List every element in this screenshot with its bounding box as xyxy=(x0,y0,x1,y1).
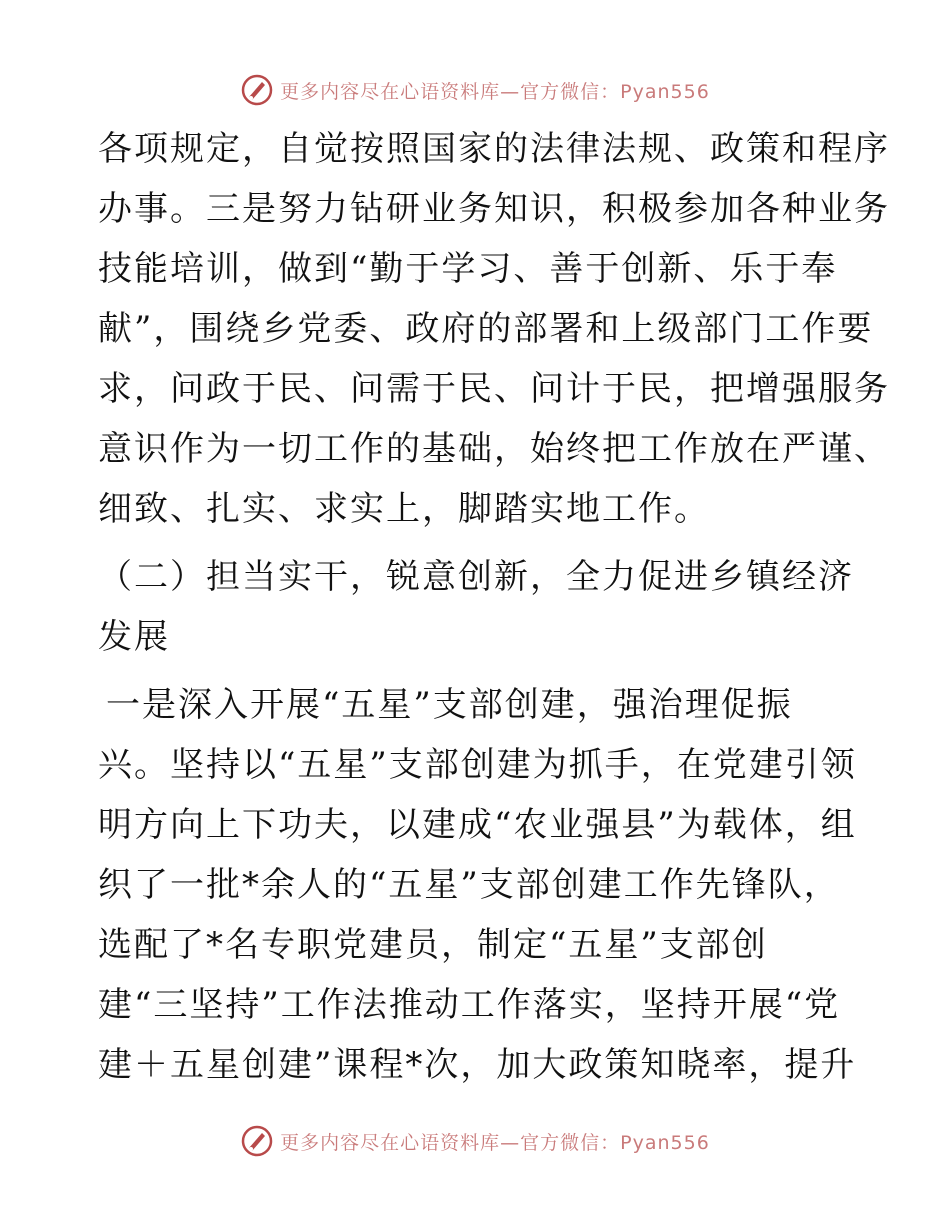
heading-line: 发展 xyxy=(98,617,170,657)
footer-watermark xyxy=(0,1123,950,1159)
pen-logo-icon xyxy=(240,73,274,107)
section-heading xyxy=(98,547,858,667)
header-watermark xyxy=(0,72,950,108)
text-line: 一是深入开展“五星”支部创建，强治理促振 xyxy=(106,685,793,725)
text-line: 办事。三是努力钻研业务知识，积极参加各种业务 xyxy=(98,189,890,229)
paragraph-1 xyxy=(98,119,890,539)
watermark-text: 更多内容尽在心语资料库—官方微信：Pyan556 xyxy=(280,80,710,103)
text-line: 选配了*名专职党建员，制定“五星”支部创 xyxy=(98,925,768,965)
pen-logo-icon xyxy=(240,1124,274,1158)
text-line: 求，问政于民、问需于民、问计于民，把增强服务 xyxy=(98,369,890,409)
paragraph-2 xyxy=(98,675,858,1095)
text-line: 技能培训，做到“勤于学习、善于创新、乐于奉 xyxy=(98,249,838,289)
text-line: 明方向上下功夫，以建成“农业强县”为载体，组 xyxy=(98,805,857,845)
text-line: 织了一批*余人的“五星”支部创建工作先锋队， xyxy=(98,865,840,905)
text-line: 献”，围绕乡党委、政府的部署和上级部门工作要 xyxy=(98,309,874,349)
text-line: 建＋五星创建”课程*次，加大政策知晓率，提升 xyxy=(98,1045,857,1085)
watermark-text: 更多内容尽在心语资料库—官方微信：Pyan556 xyxy=(280,1131,710,1154)
text-line: 各项规定，自觉按照国家的法律法规、政策和程序 xyxy=(98,129,890,169)
heading-line: （二）担当实干，锐意创新，全力促进乡镇经济 xyxy=(98,557,854,597)
document-body xyxy=(98,119,890,1095)
text-line: 细致、扎实、求实上，脚踏实地工作。 xyxy=(98,489,710,529)
text-line: 建“三坚持”工作法推动工作落实，坚持开展“党 xyxy=(98,985,841,1025)
text-line: 意识作为一切工作的基础，始终把工作放在严谨、 xyxy=(98,429,890,469)
text-line: 兴。坚持以“五星”支部创建为抓手，在党建引领 xyxy=(98,745,857,785)
